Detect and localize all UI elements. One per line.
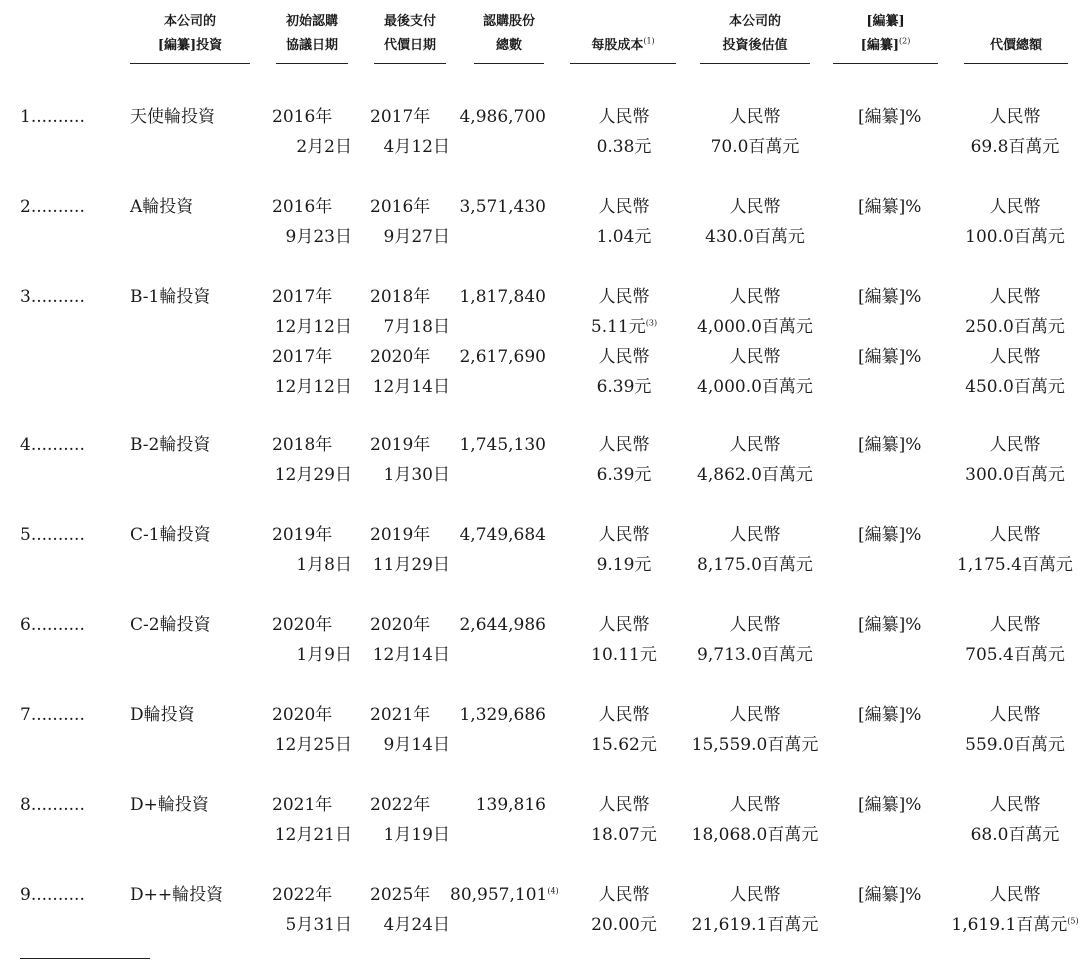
header-line-2: 代價日期 [383,38,436,53]
redacted-percentage: [編纂]% [858,287,922,307]
total-consideration: 人民幣 1,175.4百萬元 [957,525,1073,575]
investment-round: B-1輪投資 [130,287,211,307]
header-line-1: 最後支付 [383,14,436,29]
subscription-date: 2020年 1月9日 [272,615,352,665]
post-money-valuation: 人民幣 430.0百萬元 [705,197,805,247]
subscription-date: 2018年 12月29日 [272,435,352,485]
header-line-1: [編纂] [866,14,905,29]
cost-per-share: 人民幣 6.39元 [596,347,652,397]
header-line-2: 每股成本$^{(1)}$ [591,36,655,53]
total-consideration: 人民幣 100.0百萬元 [965,197,1065,247]
row-number: 8.......... [20,795,85,815]
redacted-percentage: [編纂]% [858,885,922,905]
payment-date: 2019年 1月30日 [370,435,450,485]
post-money-valuation: 人民幣 4,000.0百萬元 [697,287,813,337]
payment-date: 2020年 12月14日 [370,615,450,665]
redacted-percentage: [編纂]% [858,197,922,217]
header-redacted-col [833,10,938,58]
total-shares: 3,571,430 [459,197,546,217]
total-shares: 1,745,130 [459,435,546,455]
total-shares: 139,816 [475,795,546,815]
row-number: 9.......... [20,885,85,905]
total-consideration: 人民幣 69.8百萬元 [970,107,1060,157]
cost-per-share: 人民幣 1.04元 [596,197,652,247]
subscription-date: 2022年 5月31日 [272,885,352,935]
total-consideration: 人民幣 559.0百萬元 [965,705,1065,755]
cost-per-share: 人民幣 18.07元 [591,795,657,845]
payment-date: 2021年 9月14日 [370,705,450,755]
total-consideration: 人民幣 705.4百萬元 [965,615,1065,665]
subscription-date: 2017年 12月12日 [272,287,352,337]
subscription-date: 2019年 1月8日 [272,525,352,575]
header-line-1: 本公司的 [163,14,216,29]
cost-per-share: 人民幣 20.00元 [591,885,657,935]
row-number: 7.......... [20,705,85,725]
payment-date: 2020年 12月14日 [370,347,450,397]
cost-per-share: 人民幣 9.19元 [596,525,652,575]
header-line-2: 代價總額 [989,38,1042,53]
total-consideration: 人民幣 450.0百萬元 [965,347,1065,397]
total-shares: 4,986,700 [459,107,546,127]
investment-round: D+輪投資 [130,795,209,815]
total-shares: 1,329,686 [459,705,546,725]
cost-per-share: 人民幣 0.38元 [596,107,652,157]
subscription-date: 2016年 9月23日 [272,197,352,247]
header-line-2: [編纂]$^{(2)}$ [860,36,911,53]
payment-date: 2016年 9月27日 [370,197,450,247]
header-subscription-date [276,10,348,58]
subscription-date: 2020年 12月25日 [272,705,352,755]
header-total-shares [474,10,544,58]
post-money-valuation: 人民幣 8,175.0百萬元 [697,525,813,575]
investment-round: 天使輪投資 [130,107,215,127]
payment-date: 2018年 7月18日 [370,287,450,337]
post-money-valuation: 人民幣 4,862.0百萬元 [697,435,813,485]
post-money-valuation: 人民幣 4,000.0百萬元 [697,347,813,397]
redacted-percentage: [編纂]% [858,347,922,367]
header-post-money-valuation [700,10,810,58]
header-line-2: 投資後估值 [722,38,788,53]
total-consideration: 人民幣 300.0百萬元 [965,435,1065,485]
post-money-valuation: 人民幣 21,619.1百萬元 [691,885,819,935]
total-shares: 4,749,684 [459,525,546,545]
investment-round: D輪投資 [130,705,195,725]
header-line-1: 初始認購 [285,14,338,29]
investment-round: C-1輪投資 [130,525,211,545]
payment-date: 2017年 4月12日 [370,107,450,157]
row-number: 6.......... [20,615,85,635]
redacted-percentage: [編纂]% [858,705,922,725]
post-money-valuation: 人民幣 9,713.0百萬元 [697,615,813,665]
post-money-valuation: 人民幣 70.0百萬元 [710,107,800,157]
cost-per-share: 人民幣 15.62元 [591,705,657,755]
investment-round: A輪投資 [130,197,194,217]
post-money-valuation: 人民幣 18,068.0百萬元 [691,795,819,845]
investment-round: C-2輪投資 [130,615,211,635]
redacted-percentage: [編纂]% [858,525,922,545]
redacted-percentage: [編纂]% [858,107,922,127]
post-money-valuation: 人民幣 15,559.0百萬元 [691,705,819,755]
payment-date: 2025年 4月24日 [370,885,450,935]
payment-date: 2022年 1月19日 [370,795,450,845]
header-total-consideration [964,10,1068,58]
row-number: 1.......... [20,107,85,127]
total-consideration: 人民幣 250.0百萬元 [965,287,1065,337]
total-shares: 80,957,101$^{(4)}$ [450,885,559,905]
redacted-percentage: [編纂]% [858,435,922,455]
cost-per-share: 人民幣 6.39元 [596,435,652,485]
header-line-1 [964,10,1068,34]
header-line-1: 認購股份 [482,14,535,29]
payment-date: 2019年 11月29日 [370,525,450,575]
total-shares: 2,617,690 [459,347,546,367]
row-number: 3.......... [20,287,85,307]
total-shares: 1,817,840 [459,287,546,307]
header-cost-per-share [570,10,676,58]
header-line-1: 本公司的 [728,14,781,29]
subscription-date: 2016年 2月2日 [272,107,352,157]
header-line-2: 總數 [495,38,522,53]
subscription-date: 2017年 12月12日 [272,347,352,397]
header-line-2: [編纂]投資 [157,38,223,53]
redacted-percentage: [編纂]% [858,615,922,635]
subscription-date: 2021年 12月21日 [272,795,352,845]
row-number: 5.......... [20,525,85,545]
header-line-1 [570,10,676,34]
redacted-percentage: [編纂]% [858,795,922,815]
header-pre-ipo-investment [130,10,250,58]
investment-round: B-2輪投資 [130,435,211,455]
total-shares: 2,644,986 [459,615,546,635]
row-number: 2.......... [20,197,85,217]
header-payment-date [374,10,446,58]
row-number: 4.......... [20,435,85,455]
footnote-divider [20,958,150,959]
cost-per-share: 人民幣 10.11元 [591,615,657,665]
investment-round: D++輪投資 [130,885,224,905]
cost-per-share: 人民幣 5.11元$^{(3)}$ [590,287,658,337]
total-consideration: 人民幣 68.0百萬元 [970,795,1060,845]
header-line-2: 協議日期 [285,38,338,53]
total-consideration: 人民幣 1,619.1百萬元$^{(5)}$ [951,885,1079,935]
